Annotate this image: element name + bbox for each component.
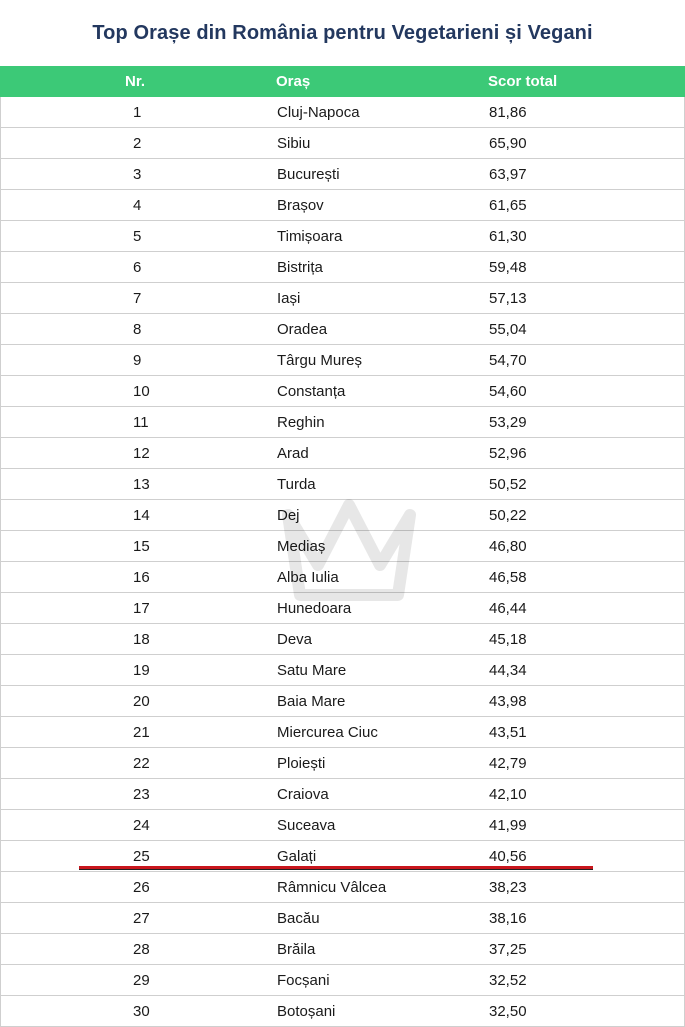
row-rank: 20: [133, 692, 150, 710]
row-city: Brăila: [277, 940, 316, 958]
row-score: 46,44: [489, 599, 527, 617]
table-row: [1, 407, 684, 438]
row-score: 65,90: [489, 134, 527, 152]
header-score: Scor total: [488, 73, 558, 90]
row-score: 52,96: [489, 444, 527, 462]
table-row: [1, 779, 684, 810]
row-city: Oradea: [277, 320, 328, 338]
row-score: 41,99: [489, 816, 527, 834]
row-city: Mediaș: [277, 537, 326, 555]
row-city: Reghin: [277, 413, 325, 431]
row-city: Cluj-Napoca: [277, 103, 360, 121]
row-score: 40,56: [489, 847, 527, 865]
row-rank: 12: [133, 444, 150, 462]
row-city: Iași: [277, 289, 301, 307]
table-row: [1, 438, 684, 469]
row-rank: 26: [133, 878, 150, 896]
row-rank: 18: [133, 630, 150, 648]
row-rank: 24: [133, 816, 150, 834]
row-score: 63,97: [489, 165, 527, 183]
table-row: [1, 748, 684, 779]
row-rank: 2: [133, 134, 142, 152]
row-city: Galați: [277, 847, 317, 865]
row-rank: 8: [133, 320, 142, 338]
row-city: Bistrița: [277, 258, 323, 276]
row-city: Alba Iulia: [277, 568, 339, 586]
row-score: 38,16: [489, 909, 527, 927]
table-row: [1, 686, 684, 717]
row-city: București: [277, 165, 340, 183]
row-score: 50,22: [489, 506, 527, 524]
row-rank: 28: [133, 940, 150, 958]
row-score: 38,23: [489, 878, 527, 896]
table-row: [1, 252, 684, 283]
row-score: 81,86: [489, 103, 527, 121]
row-score: 54,60: [489, 382, 527, 400]
row-city: Hunedoara: [277, 599, 352, 617]
row-rank: 3: [133, 165, 142, 183]
table-row: [1, 345, 684, 376]
row-rank: 13: [133, 475, 150, 493]
row-city: Arad: [277, 444, 309, 462]
row-score: 32,52: [489, 971, 527, 989]
row-rank: 4: [133, 196, 142, 214]
row-city: Turda: [277, 475, 316, 493]
row-city: Botoșani: [277, 1002, 336, 1020]
table-header: [0, 66, 685, 97]
row-score: 46,80: [489, 537, 527, 555]
table-row: [1, 965, 684, 996]
row-city: Baia Mare: [277, 692, 346, 710]
row-score: 43,51: [489, 723, 527, 741]
row-score: 55,04: [489, 320, 527, 338]
header-city: Oraș: [276, 73, 311, 90]
row-score: 59,48: [489, 258, 527, 276]
row-city: Timișoara: [277, 227, 343, 245]
row-score: 37,25: [489, 940, 527, 958]
row-rank: 22: [133, 754, 150, 772]
row-rank: 15: [133, 537, 150, 555]
table-row: [1, 283, 684, 314]
row-score: 57,13: [489, 289, 527, 307]
row-rank: 7: [133, 289, 142, 307]
row-city: Bacău: [277, 909, 320, 927]
row-score: 53,29: [489, 413, 527, 431]
table-row: [1, 190, 684, 221]
table-row: [1, 996, 684, 1027]
row-city: Satu Mare: [277, 661, 347, 679]
cutoff-line: [79, 866, 593, 870]
row-rank: 9: [133, 351, 142, 369]
table-row: [1, 221, 684, 252]
row-rank: 25: [133, 847, 150, 865]
row-rank: 29: [133, 971, 150, 989]
row-score: 43,98: [489, 692, 527, 710]
row-rank: 1: [133, 103, 142, 121]
row-city: Râmnicu Vâlcea: [277, 878, 387, 896]
row-rank: 16: [133, 568, 150, 586]
row-rank: 27: [133, 909, 150, 927]
row-city: Brașov: [277, 196, 324, 214]
page-title: Top Orașe din România pentru Vegetarieni și Vegani: [92, 21, 593, 44]
row-city: Miercurea Ciuc: [277, 723, 378, 741]
table-row: [1, 376, 684, 407]
table-row: [1, 872, 684, 903]
row-city: Suceava: [277, 816, 336, 834]
row-city: Ploiești: [277, 754, 326, 772]
crown-logo-icon: [278, 495, 420, 607]
row-rank: 5: [133, 227, 142, 245]
row-rank: 14: [133, 506, 150, 524]
row-rank: 10: [133, 382, 150, 400]
row-score: 54,70: [489, 351, 527, 369]
row-score: 42,79: [489, 754, 527, 772]
table-row: [1, 314, 684, 345]
row-score: 45,18: [489, 630, 527, 648]
row-city: Târgu Mureș: [277, 351, 363, 369]
row-city: Sibiu: [277, 134, 311, 152]
header-nr: Nr.: [125, 73, 146, 90]
row-score: 42,10: [489, 785, 527, 803]
row-score: 61,65: [489, 196, 527, 214]
row-score: 44,34: [489, 661, 527, 679]
table-row: [1, 717, 684, 748]
row-city: Focșani: [277, 971, 330, 989]
row-rank: 23: [133, 785, 150, 803]
row-city: Constanța: [277, 382, 346, 400]
table-row: [1, 810, 684, 841]
table-row: [1, 128, 684, 159]
row-rank: 17: [133, 599, 150, 617]
table-row: [1, 97, 684, 128]
row-rank: 6: [133, 258, 142, 276]
row-score: 61,30: [489, 227, 527, 245]
row-score: 32,50: [489, 1002, 527, 1020]
table-row: [1, 903, 684, 934]
row-score: 46,58: [489, 568, 527, 586]
row-city: Craiova: [277, 785, 329, 803]
row-city: Dej: [277, 506, 300, 524]
row-rank: 11: [133, 413, 149, 431]
row-rank: 21: [133, 723, 150, 741]
row-rank: 19: [133, 661, 150, 679]
row-rank: 30: [133, 1002, 150, 1020]
table-row: [1, 624, 684, 655]
table-row: [1, 655, 684, 686]
table-row: [1, 934, 684, 965]
row-score: 50,52: [489, 475, 527, 493]
row-city: Deva: [277, 630, 313, 648]
table-row: [1, 159, 684, 190]
